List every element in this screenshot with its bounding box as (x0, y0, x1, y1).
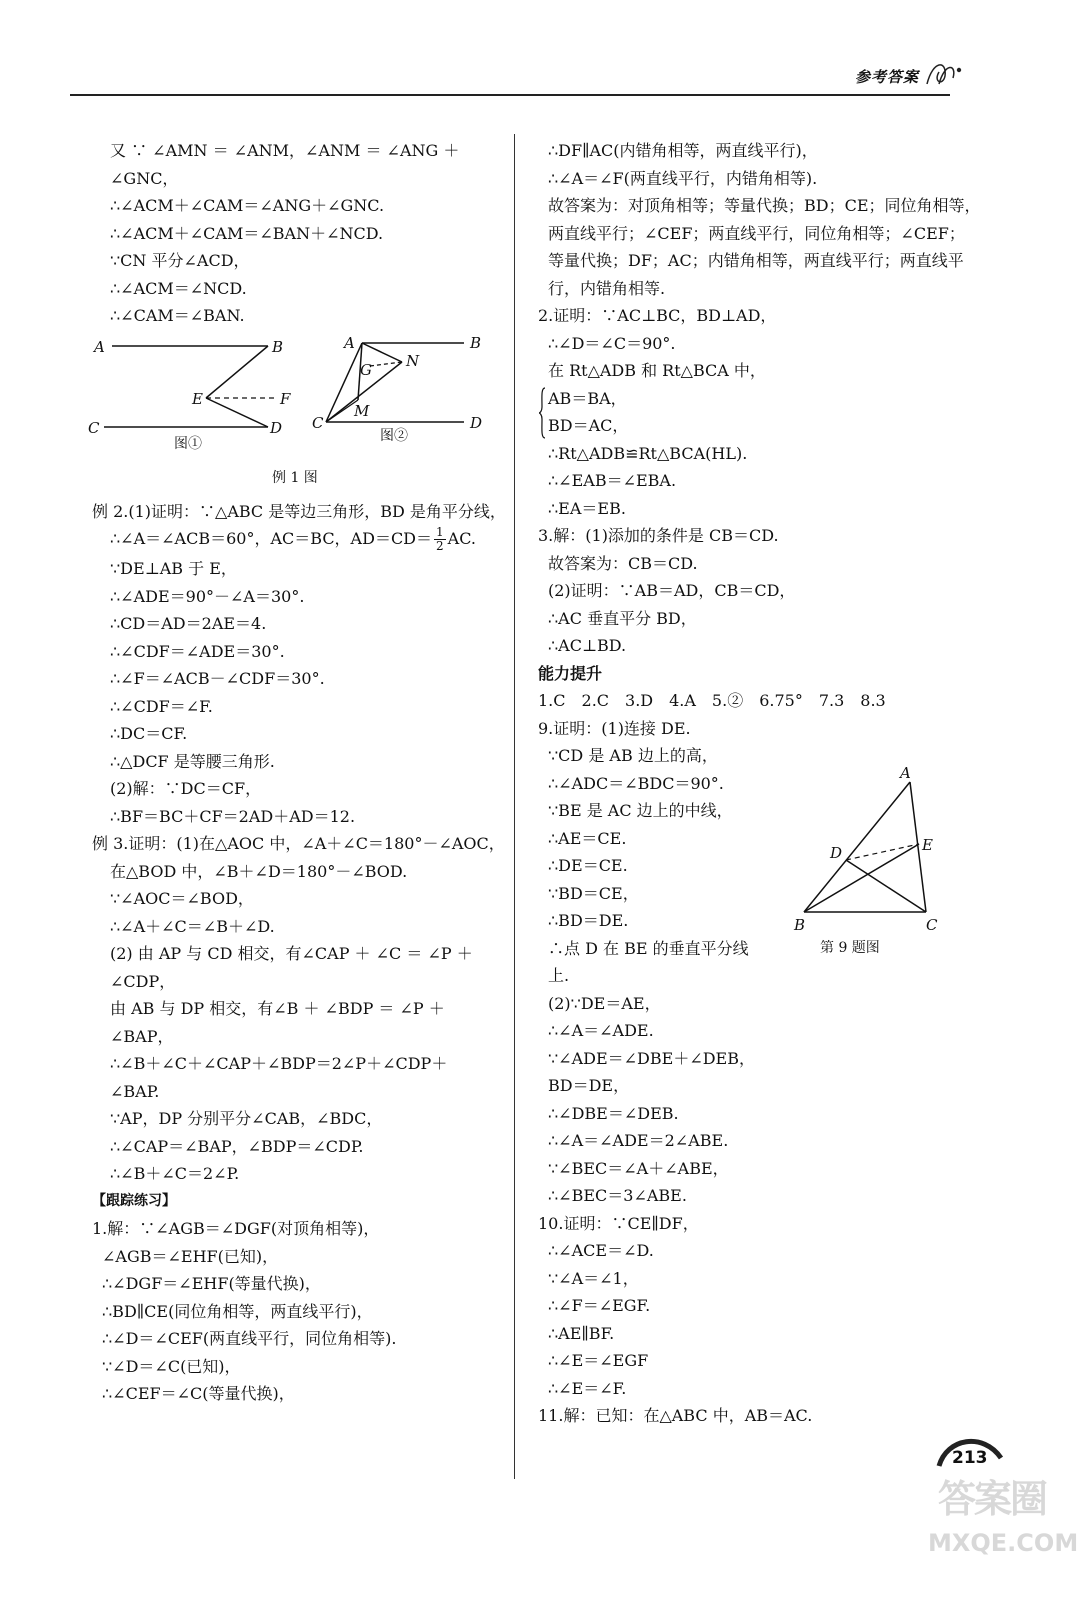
fig1b-label-N: N (406, 351, 420, 370)
fig9-label-C: C (926, 916, 938, 934)
fig9-label-E: E (922, 836, 933, 854)
right-top-line: 2.证明：∵AC⊥BC，BD⊥AD， (538, 306, 777, 325)
ex3-line: ∴∠A＋∠C＝∠B＋∠D. (110, 916, 275, 936)
watermark (928, 1466, 1082, 1596)
column-divider (514, 134, 515, 1479)
header-rule (70, 94, 950, 96)
ex2-line: ∴△DCF 是等腰三角形. (110, 751, 275, 771)
q9-line: ∴∠E＝∠F. (548, 1378, 627, 1398)
fig1b-label-B: B (470, 333, 482, 352)
fig1a-label-C: C (88, 418, 100, 437)
right-mid-line: ∴AC 垂直平分 BD， (548, 608, 697, 628)
ex3-line: ∴∠B＋∠C＝2∠P. (110, 1164, 240, 1183)
watermark-logo (938, 1468, 1046, 1523)
page-number: 213 (952, 1448, 988, 1468)
follow-line: 1.解：∵∠AGB＝∠DGF(对顶角相等)， (92, 1219, 380, 1238)
ex3-line: ∵∠AOC＝∠BOD， (110, 889, 254, 908)
ex1-line: ∴∠ACM＋∠CAM＝∠BAN＋∠NCD. (110, 223, 384, 243)
fig1b-label-M: M (354, 401, 370, 420)
left-column (88, 137, 512, 1408)
fig1a-label-D: D (270, 418, 283, 437)
header-ornament-icon (925, 56, 965, 90)
q9-line: ∴∠BEC＝3∠ABE. (548, 1186, 687, 1205)
fig1b-label-A: A (344, 333, 355, 352)
right-mid-line: ∴AC⊥BD. (548, 636, 627, 655)
q9-line: ∴AE＝CE. (548, 828, 627, 848)
ex2-rest (92, 555, 512, 830)
q2-q3-solution (538, 440, 988, 660)
ex2-line: ∴CD＝AD＝2AE＝4. (110, 614, 267, 633)
answers-1-8: 1.C 2.C 3.D 4.A 5.② 6.75° 7.3 8.3 (538, 691, 886, 710)
right-mid-line: (2)证明：∵AB＝AD，CB＝CD， (548, 581, 796, 600)
ex3-line: 例 3.证明：(1)在△AOC 中，∠A＋∠C＝180°－∠AOC， (92, 834, 505, 853)
fig1a-caption: 图① (174, 435, 202, 452)
q9-line: ∴∠A＝∠ADE. (548, 1021, 654, 1040)
watermark-site (928, 1528, 1078, 1557)
q9-line: ∴DE＝CE. (548, 856, 628, 875)
ex2-line-1: 例 2.(1)证明：∵△ABC 是等边三角形，BD 是角平分线， (92, 501, 506, 521)
right-mid-line: ∴∠EAB＝∠EBA. (548, 471, 677, 490)
fig9-label-A: A (900, 764, 911, 782)
q9-line: ∴BD＝DE. (548, 911, 629, 930)
q9-line: ∵CD 是 AB 边上的高， (548, 746, 718, 765)
q9-line: ∴∠A＝∠ADE＝2∠ABE. (548, 1131, 729, 1150)
fig9-label-D: D (830, 844, 843, 862)
follow-practice-title: 【跟踪练习】 (92, 1192, 176, 1209)
figure-9 (780, 760, 980, 960)
q9-line: ∵BD＝CE， (548, 883, 639, 903)
q9-line: ∴∠F＝∠EGF. (548, 1296, 651, 1315)
right-mid-line: 故答案为：CB＝CD. (548, 553, 698, 573)
ex3-line: ∵AP，DP 分别平分∠CAB，∠BDC， (110, 1109, 383, 1128)
q9-line: ∴点 D 在 BE 的垂直平分线 (548, 938, 749, 958)
right-top-line: 故答案为：对顶角相等；等量代换；BD；CE；同位角相等， (548, 196, 981, 215)
right-top-line: 等量代换；DF；AC；内错角相等，两直线平行；两直线平 (548, 251, 964, 270)
follow-practice (92, 1215, 512, 1408)
right-mid-line: ∴EA＝EB. (548, 498, 626, 518)
ex2-line: ∴∠CDF＝∠ADE＝30°. (110, 641, 285, 661)
ex1-line: 又 ∵ ∠AMN ＝ ∠ANM，∠ANM ＝ ∠ANG ＋ (110, 141, 460, 160)
example-3 (92, 830, 512, 1188)
follow-line: ∵∠D＝∠C(已知)， (102, 1356, 241, 1376)
fig1b-label-G: G (360, 360, 372, 379)
ex1-line: ∵CN 平分∠ACD， (110, 251, 250, 270)
ex3-line: ∠BAP， (110, 1026, 174, 1046)
q9-line: ∵∠A＝∠1， (548, 1268, 639, 1288)
right-top-line: ∴∠D＝∠C＝90°. (548, 333, 676, 353)
ex3-line: 在△BOD 中，∠B＋∠D＝180°－∠BOD. (110, 861, 408, 881)
ex1-line: ∴∠ACM＋∠CAM＝∠ANG＋∠GNC. (110, 196, 385, 215)
ex3-line: ∴∠B＋∠C＋∠CAP＋∠BDP＝2∠P＋∠CDP＋ (110, 1054, 448, 1073)
follow-line: ∴∠D＝∠CEF(两直线平行，同位角相等). (102, 1329, 397, 1348)
ex2-line: ∴∠CDF＝∠F. (110, 696, 213, 716)
brace-icon (538, 387, 546, 439)
figure-1 (88, 330, 512, 570)
ex3-line: 由 AB 与 DP 相交，有∠B ＋ ∠BDP ＝ ∠P ＋ (110, 999, 445, 1018)
ex2-line: ∴∠ADE＝90°－∠A＝30°. (110, 586, 305, 606)
fig1a-label-E: E (192, 389, 203, 408)
q9-line: ∴∠ACE＝∠D. (548, 1241, 654, 1260)
ex2-line: ∴BF＝BC＋CF＝2AD＋AD＝12. (110, 806, 356, 826)
ex3-line: (2) 由 AP 与 CD 相交，有∠CAP ＋ ∠C ＝ ∠P ＋ (110, 944, 473, 963)
frac-den: 2 (436, 539, 444, 553)
right-top-line: 行，内错角相等. (548, 278, 666, 298)
ex2-line: ∴DC＝CF. (110, 724, 188, 743)
right-top-line: 两直线平行；∠CEF；两直线平行，同位角相等；∠CEF； (548, 223, 965, 243)
fig1b-caption: 图② (380, 427, 408, 444)
ex3-line: ∠BAP. (110, 1081, 160, 1101)
fig1b-label-D: D (470, 413, 483, 432)
frac-num: 1 (436, 525, 444, 539)
fig1a-label-B: B (272, 337, 284, 356)
ex1-line: ∠GNC， (110, 168, 179, 188)
q9-line: 10.证明：∵CE∥DF， (538, 1213, 699, 1233)
right-top-line: ∴DF∥AC(内错角相等，两直线平行)， (548, 141, 818, 160)
brace-line-2: BD＝AC， (548, 415, 629, 435)
right-mid-line: 3.解：(1)添加的条件是 CB＝CD. (538, 526, 779, 545)
follow-line: ∴∠DGF＝∠EHF(等量代换)， (102, 1274, 321, 1293)
follow-line: ∴BD∥CE(同位角相等，两直线平行)， (102, 1301, 373, 1321)
fig1b-label-C: C (312, 413, 324, 432)
brace-line-1: AB＝BA， (548, 388, 627, 408)
follow-line: ∴∠CEF＝∠C(等量代换)， (102, 1384, 295, 1403)
ex1-solution-continued (92, 137, 512, 330)
figure-1-caption: 例 1 图 (272, 469, 318, 486)
watermark-line-1: 答案圈 (938, 1477, 1047, 1521)
right-top-line: ∴∠A＝∠F(两直线平行，内错角相等). (548, 168, 818, 188)
q9-line: ∵BE 是 AC 边上的中线， (548, 801, 733, 820)
q9-line: ∴∠DBE＝∠DEB. (548, 1103, 679, 1123)
ex2-line: ∴∠F＝∠ACB－∠CDF＝30°. (110, 669, 325, 688)
ex2-line-2a: ∴∠A＝∠ACB＝60°，AC＝BC，AD＝CD＝ (110, 529, 433, 548)
fig1a-label-F: F (280, 389, 291, 408)
q9-line: (2)∵DE＝AE， (548, 993, 661, 1013)
q9-line: ∴AE∥BF. (548, 1323, 615, 1343)
figure-9-caption: 第 9 题图 (820, 940, 880, 956)
watermark-line-2: MXQE.COM (928, 1529, 1079, 1557)
header-title: 参考答案 (855, 68, 920, 86)
ex2-line: ∵DE⊥AB 于 E， (110, 559, 237, 578)
right-mid-line: ∴Rt△ADB≌Rt△BCA(HL). (548, 443, 748, 463)
ex3-line: ∠CDP， (110, 971, 176, 991)
q9-line: ∴∠ADC＝∠BDC＝90°. (548, 773, 724, 793)
q9-line: 9.证明：(1)连接 DE. (538, 718, 691, 738)
ex1-line: ∴∠CAM＝∠BAN. (110, 306, 245, 325)
follow-q1-continued-q2 (538, 137, 988, 385)
q9-line: 上. (548, 966, 570, 985)
ex1-line: ∴∠ACM＝∠NCD. (110, 278, 247, 298)
ex2-line: (2)解：∵DC＝CF， (110, 779, 262, 798)
q9-line: ∵∠BEC＝∠A＋∠ABE， (548, 1158, 729, 1178)
q9-line: ∵∠ADE＝∠DBE＋∠DEB， (548, 1048, 755, 1068)
right-top-line: 在 Rt△ADB 和 Rt△BCA 中， (548, 361, 766, 380)
ex2-line-2b: AC. (447, 529, 476, 548)
fig9-label-B: B (794, 916, 806, 934)
q9-line: ∴∠E＝∠EGF (548, 1351, 649, 1370)
q9-line: BD＝DE， (548, 1076, 630, 1095)
q9-line: 11.解：已知：在△ABC 中，AB＝AC. (538, 1406, 813, 1425)
ex3-line: ∴∠CAP＝∠BAP，∠BDP＝∠CDP. (110, 1136, 364, 1156)
follow-line: ∠AGB＝∠EHF(已知)， (102, 1246, 279, 1266)
fig1a-label-A: A (94, 337, 105, 356)
ability-title: 能力提升 (538, 663, 603, 683)
brace-system (538, 385, 988, 440)
